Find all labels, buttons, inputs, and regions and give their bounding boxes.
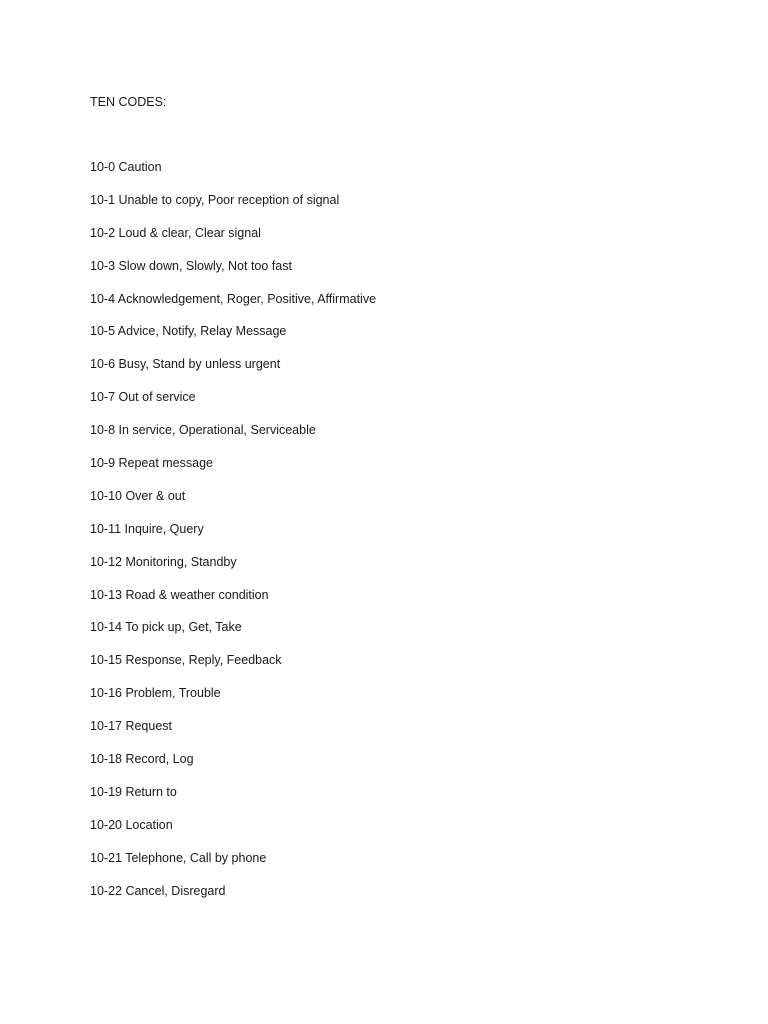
- list-item: 10-20 Location: [90, 817, 173, 832]
- list-item: 10-13 Road & weather condition: [90, 587, 269, 602]
- document-title: TEN CODES:: [90, 95, 167, 109]
- list-item: 10-19 Return to: [90, 784, 177, 799]
- list-item: 10-18 Record, Log: [90, 752, 194, 767]
- list-item: 10-16 Problem, Trouble: [90, 686, 221, 701]
- list-item: 10-11 Inquire, Query: [90, 521, 204, 536]
- list-item: 10-0 Caution: [90, 160, 162, 174]
- list-item: 10-21 Telephone, Call by phone: [90, 850, 267, 865]
- list-item: 10-22 Cancel, Disregard: [90, 883, 226, 898]
- list-item: 10-12 Monitoring, Standby: [90, 554, 237, 569]
- list-item: 10-1 Unable to copy, Poor reception of signal: [90, 192, 340, 207]
- list-item: 10-17 Request: [90, 719, 173, 734]
- list-item: 10-5 Advice, Notify, Relay Message: [90, 324, 287, 339]
- list-item: 10-15 Response, Reply, Feedback: [90, 653, 282, 668]
- list-item: 10-8 In service, Operational, Serviceable: [90, 423, 316, 438]
- list-item: 10-2 Loud & clear, Clear signal: [90, 225, 261, 240]
- list-item: 10-4 Acknowledgement, Roger, Positive, Affirmative: [90, 291, 377, 306]
- list-item: 10-6 Busy, Stand by unless urgent: [90, 357, 281, 372]
- ten-codes-list: [90, 159, 376, 915]
- list-item: 10-7 Out of service: [90, 390, 196, 405]
- list-item: 10-14 To pick up, Get, Take: [90, 620, 242, 635]
- list-item: 10-3 Slow down, Slowly, Not too fast: [90, 258, 292, 273]
- list-item: 10-10 Over & out: [90, 488, 186, 503]
- list-item: 10-9 Repeat message: [90, 456, 213, 471]
